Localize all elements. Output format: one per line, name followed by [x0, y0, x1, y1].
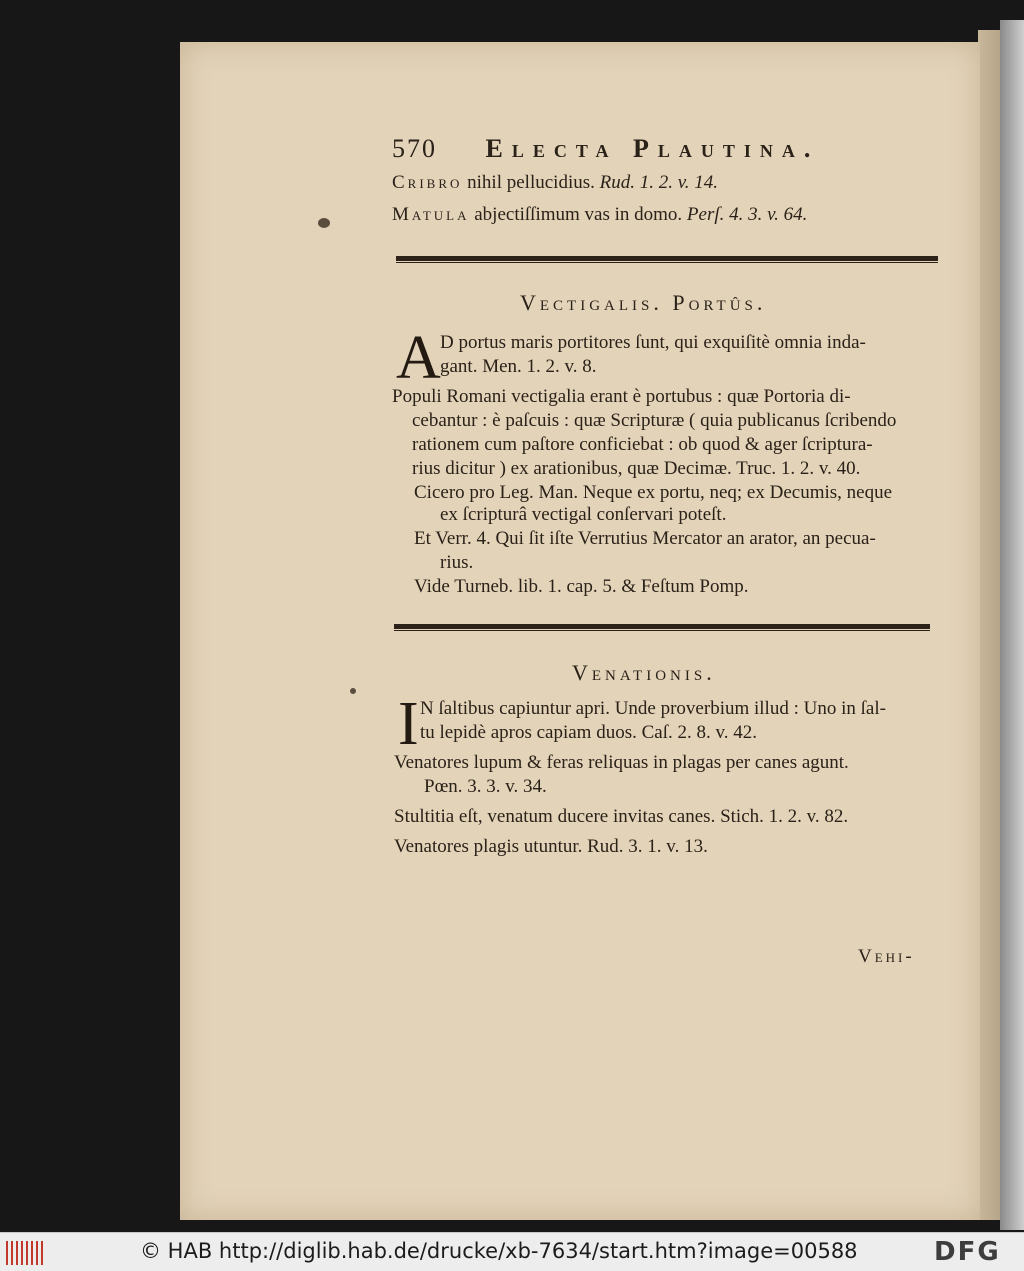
page-number: 570	[392, 134, 437, 163]
catchword: Vehi-	[858, 946, 915, 967]
text-line: rius dicitur ) ex arationibus, quæ Decimæ. Truc. 1. 2. v. 40.	[412, 458, 861, 479]
text-line: Cicero pro Leg. Man. Neque ex portu, neq; ex Decumis, neque	[414, 482, 893, 503]
copyright-link[interactable]: © HAB http://diglib.hab.de/drucke/xb-7634/start.htm?image=00588	[140, 1239, 858, 1263]
section-title: Venationis.	[572, 660, 716, 685]
entry-lead: Matula	[392, 204, 470, 225]
entry-lead: Cribro	[392, 172, 463, 193]
text-line: rationem cum paſtore conficiebat : ob quod & ager ſcriptura-	[412, 434, 873, 455]
entry-text: nihil pellucidius.	[462, 172, 600, 193]
text-line: gant. Men. 1. 2. v. 8.	[440, 356, 597, 377]
drop-cap: I	[398, 690, 419, 758]
text-line: D portus maris portitores ſunt, qui exquiſitè omnia inda-	[440, 332, 866, 353]
entry-ref: Perſ. 4. 3. v. 64.	[686, 204, 808, 225]
page-header	[392, 134, 819, 164]
section-title: Vectigalis. Portûs.	[520, 290, 767, 315]
entry-line	[392, 172, 718, 194]
ink-speck	[350, 688, 356, 694]
section-divider	[394, 624, 930, 629]
text-line: N ſaltibus capiuntur apri. Unde proverbium illud : Uno in ſal-	[420, 698, 886, 719]
hab-logo-icon	[6, 1241, 46, 1265]
text-line: cebantur : è paſcuis : quæ Scripturæ ( quia publicanus ſcribendo	[412, 410, 897, 431]
text-line: rius.	[440, 552, 474, 573]
entry-line	[392, 204, 807, 226]
text-line: Pœn. 3. 3. v. 34.	[424, 776, 547, 797]
text-line: Populi Romani vectigalia erant è portubus : quæ Portoria di-	[392, 386, 851, 407]
drop-cap: A	[396, 324, 441, 392]
text-line: Vide Turneb. lib. 1. cap. 5. & Feſtum Pomp.	[414, 576, 749, 597]
section-divider	[396, 256, 938, 261]
book-spine-edge	[1000, 20, 1024, 1230]
text-line: Venatores plagis utuntur. Rud. 3. 1. v. 13.	[394, 836, 708, 857]
text-line: ex ſcripturâ vectigal conſervari poteſt.	[440, 504, 727, 525]
text-line: Et Verr. 4. Qui ſit iſte Verrutius Mercator an arator, an pecua-	[414, 528, 876, 549]
entry-ref: Rud. 1. 2. v. 14.	[599, 172, 719, 193]
running-title: Electa Plautina.	[485, 134, 820, 163]
text-line: tu lepidè apros capiam duos. Caſ. 2. 8. v. 42.	[420, 722, 758, 743]
dfg-logo: DFG	[934, 1237, 1001, 1267]
viewer-footer	[0, 1232, 1024, 1271]
text-line: Venatores lupum & feras reliquas in plagas per canes agunt.	[394, 752, 849, 773]
text-line: Stultitia eſt, venatum ducere invitas canes. Stich. 1. 2. v. 82.	[394, 806, 849, 827]
entry-text: abjectiſſimum vas in domo.	[469, 204, 687, 225]
ink-speck	[318, 218, 330, 228]
